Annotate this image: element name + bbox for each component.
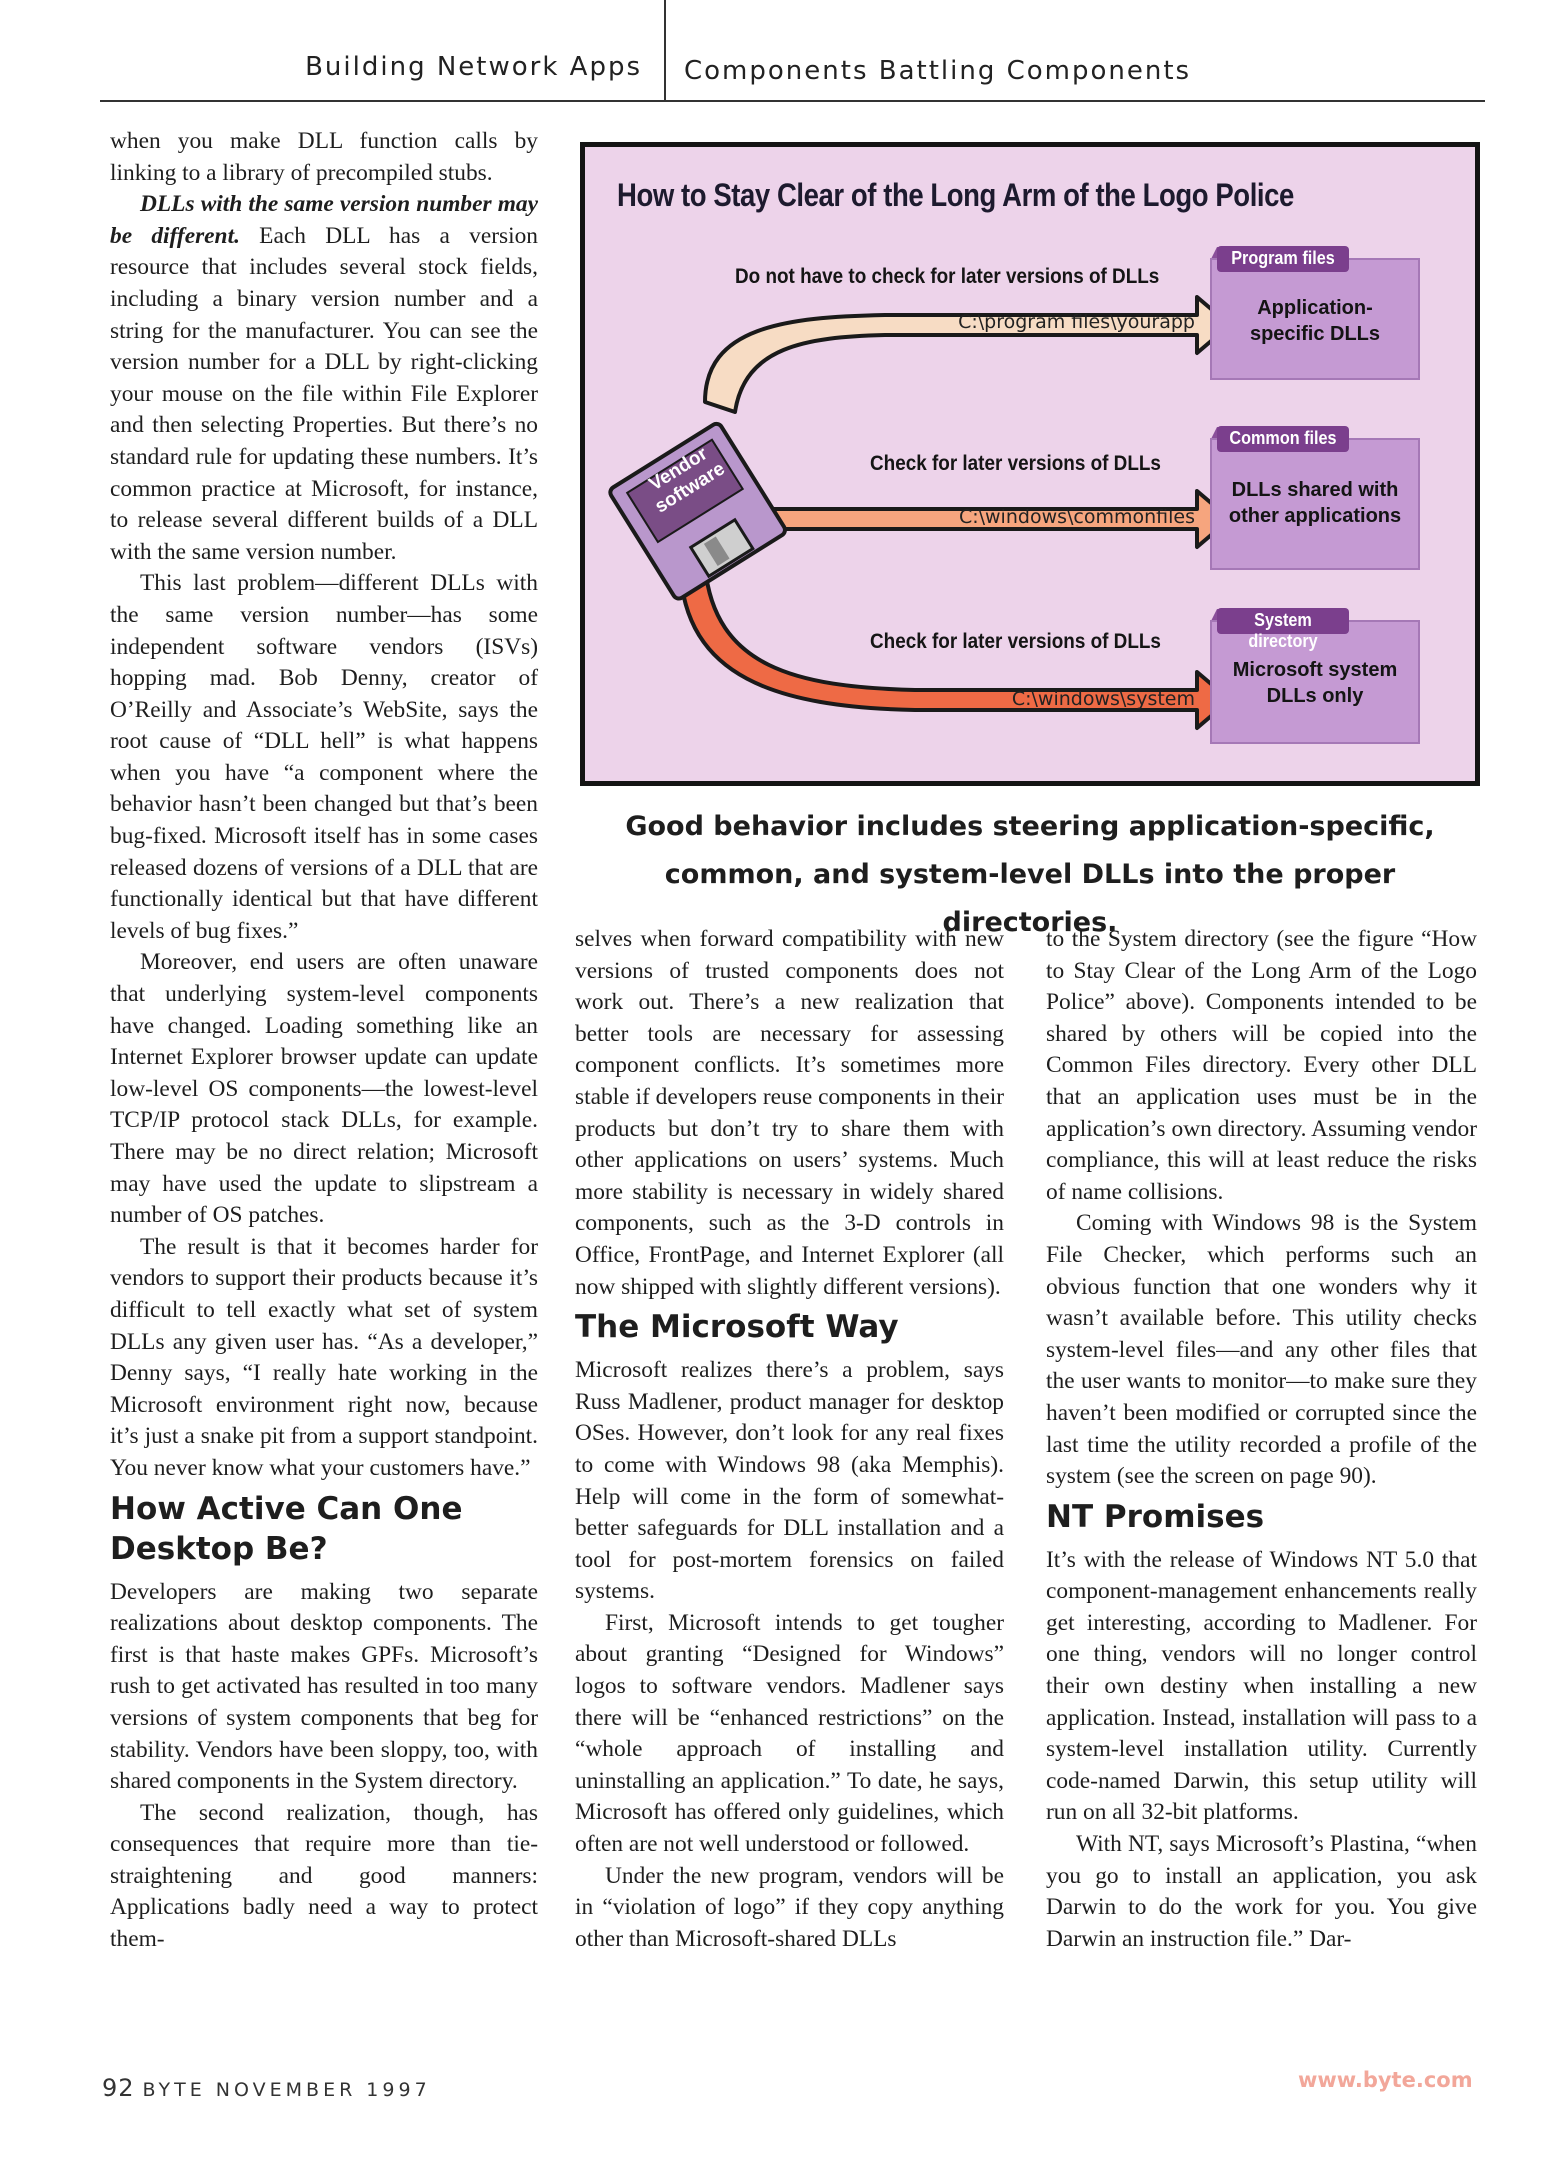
- paragraph: First, Microsoft intends to get tougher about granting “Designed for Windows” logos to software vendors. Madlener says there will be “enhanced restrictions” on the “whole approach of installing and uninstalling an application.” To date, he says, Microsoft has offered only guidelines, which often are not well understood or followed.: [575, 1609, 1004, 1858]
- arrow-label-system: Check for later versions of DLLs: [870, 630, 1161, 653]
- folder-body-program-files: Application-specific DLLs: [1249, 297, 1381, 345]
- run-in-heading: DLLs with the same version number may be different.: [110, 191, 538, 249]
- figure-title: How to Stay Clear of the Long Arm of the Logo Police: [617, 177, 1294, 213]
- paragraph: It’s with the release of Windows NT 5.0 that component-management enhancements really get interesting, according to Madlener. For one thing, vendors will no longer control their own destiny when installing a new application. Instead, installation will pass to a system-level installation utility. Currently code-named Darwin, this setup utility will run on all 32-bit platforms.: [1046, 1546, 1477, 1826]
- paragraph-body: Each DLL has a version resource that includes several stock fields, including a binary version number and a string for the manufacturer. You can see the version number for a DLL by right-clicking your mouse on the file within File Explorer and then selecting Properties. But there’s no standard rule for updating these numbers. It’s common practice at Microsoft, for instance, to release several different builds of a DLL with the same version number.: [110, 222, 538, 565]
- figure-caption: Good behavior includes steering application-specific, common, and system-level DLLs into the proper directories.: [625, 811, 1435, 938]
- article-column-2: [575, 924, 1004, 1955]
- paragraph: Under the new program, vendors will be in “violation of logo” if they copy anything other than Microsoft-shared DLLs: [575, 1862, 1004, 1952]
- folder-tab-common-files: Common files: [1229, 428, 1337, 448]
- running-header: [100, 48, 1485, 102]
- paragraph: Developers are making two separate realizations about desktop components. The first is that haste makes GPFs. Microsoft’s rush to get activated has resulted in too many versions of system components that beg for stability. Vendors have been sloppy, too, with shared components in the System directory.: [110, 1578, 538, 1795]
- paragraph: This last problem—different DLLs with the same version number—has some independent software vendors (ISVs) hopping mad. Bob Denny, creator of O’Reilly and Associate’s WebSite, says the root cause of “DLL hell” is what happens when you have “a component where the behavior hasn’t been changed but that’s been bug-fixed. Microsoft itself has in some cases released dozens of versions of a DLL that are functionally identical but that have different levels of bug fixes.”: [110, 570, 538, 944]
- paragraph: Moreover, end users are often unaware that underlying system-level components have changed. Loading something like an Internet Explorer browser update can update low-level OS components—the lowest-level TCP/IP protocol stack DLLs, for example. There may be no direct relation; Microsoft may have used the update to slipstream a number of OS patches.: [110, 949, 538, 1229]
- paragraph: The result is that it becomes harder for vendors to support their products because it’s difficult to tell exactly what set of system DLLs any given user has. “As a developer,” Denny says, “I really hate working in the Microsoft environment right now, because it’s just a snake pit from a support standpoint. You never know what your customers have.”: [110, 1233, 538, 1481]
- article-column-3: [1046, 924, 1477, 1955]
- paragraph: With NT, says Microsoft’s Plastina, “when you go to install an application, you ask Darwin to do the work for you. You give Darwin an instruction file.” Dar-: [1046, 1831, 1477, 1952]
- paragraph: selves when forward compatibility with new versions of trusted components does not work out. There’s a new realization that better tools are necessary for assessing component conflicts. It’s sometimes more stable if developers reuse components in their products but don’t try to share them with other applications on users’ systems. Much more stability is necessary in widely shared components, such as the 3-D controls in Office, FrontPage, and Internet Explorer (all now shipped with slightly different versions).: [575, 926, 1004, 1300]
- paragraph: to the System directory (see the figure “How to Stay Clear of the Long Arm of the Logo Police” above). Components intended to be shared by others will be copied into the Common Files directory. Every other DLL that an application uses must be in the application’s own directory. Assuming vendor compliance, this will at least reduce the risks of name collisions.: [1046, 926, 1477, 1205]
- path-program-files: C:\program files\yourapp: [958, 311, 1195, 333]
- folder-body-common-files: DLLs shared with other applications: [1228, 479, 1402, 527]
- arrow-label-common-files: Check for later versions of DLLs: [870, 452, 1161, 475]
- article-column-1: [110, 126, 538, 1956]
- section-heading: The Microsoft Way: [575, 1309, 899, 1346]
- path-system: C:\windows\system: [1011, 688, 1195, 710]
- header-section-left: Building Network Apps: [305, 52, 642, 82]
- paragraph: Coming with Windows 98 is the System File Checker, which performs such an obvious function that one wonders why it wasn’t available before. This utility checks system-level files—and any other files that the user wants to monitor—to make sure they haven’t been modified or corrupted since the last time the utility recorded a profile of the system (see the screen on page 90).: [1046, 1210, 1477, 1490]
- folder-body-system-directory: Microsoft system DLLs only: [1232, 659, 1398, 707]
- figure-dll-directories: [580, 142, 1480, 786]
- issue-line: BYTE NOVEMBER 1997: [142, 2079, 431, 2101]
- page-footer: [102, 2074, 431, 2102]
- paragraph: The second realization, though, has consequences that require more than tie-straightening and good manners: Applications badly need a way to protect them-: [110, 1799, 538, 1953]
- folder-tab-system-directory: System directory: [1248, 610, 1318, 651]
- paragraph: [110, 189, 538, 568]
- arrow-label-program-files: Do not have to check for later versions of DLLs: [735, 265, 1160, 288]
- folder-tab-program-files: Program files: [1231, 248, 1335, 268]
- page-number: 92: [102, 2074, 135, 2102]
- paragraph: Microsoft realizes there’s a problem, says Russ Madlener, product manager for desktop OSes. However, don’t look for any real fixes to come with Windows 98 (aka Memphis). Help will come in the form of somewhat-better safeguards for DLL installation and a tool for post-mortem forensics on failed systems.: [575, 1357, 1004, 1605]
- header-section-right: Components Battling Components: [684, 56, 1192, 86]
- path-common-files: C:\windows\commonfiles: [958, 506, 1195, 528]
- section-heading: NT Promises: [1046, 1498, 1265, 1535]
- paragraph: when you make DLL function calls by linking to a library of precompiled stubs.: [110, 128, 538, 186]
- section-heading: How Active Can One Desktop Be?: [110, 1490, 463, 1567]
- disk-label: Vendor software: [645, 443, 729, 518]
- header-divider: [664, 0, 666, 100]
- website-link[interactable]: www.byte.com: [1298, 2068, 1473, 2092]
